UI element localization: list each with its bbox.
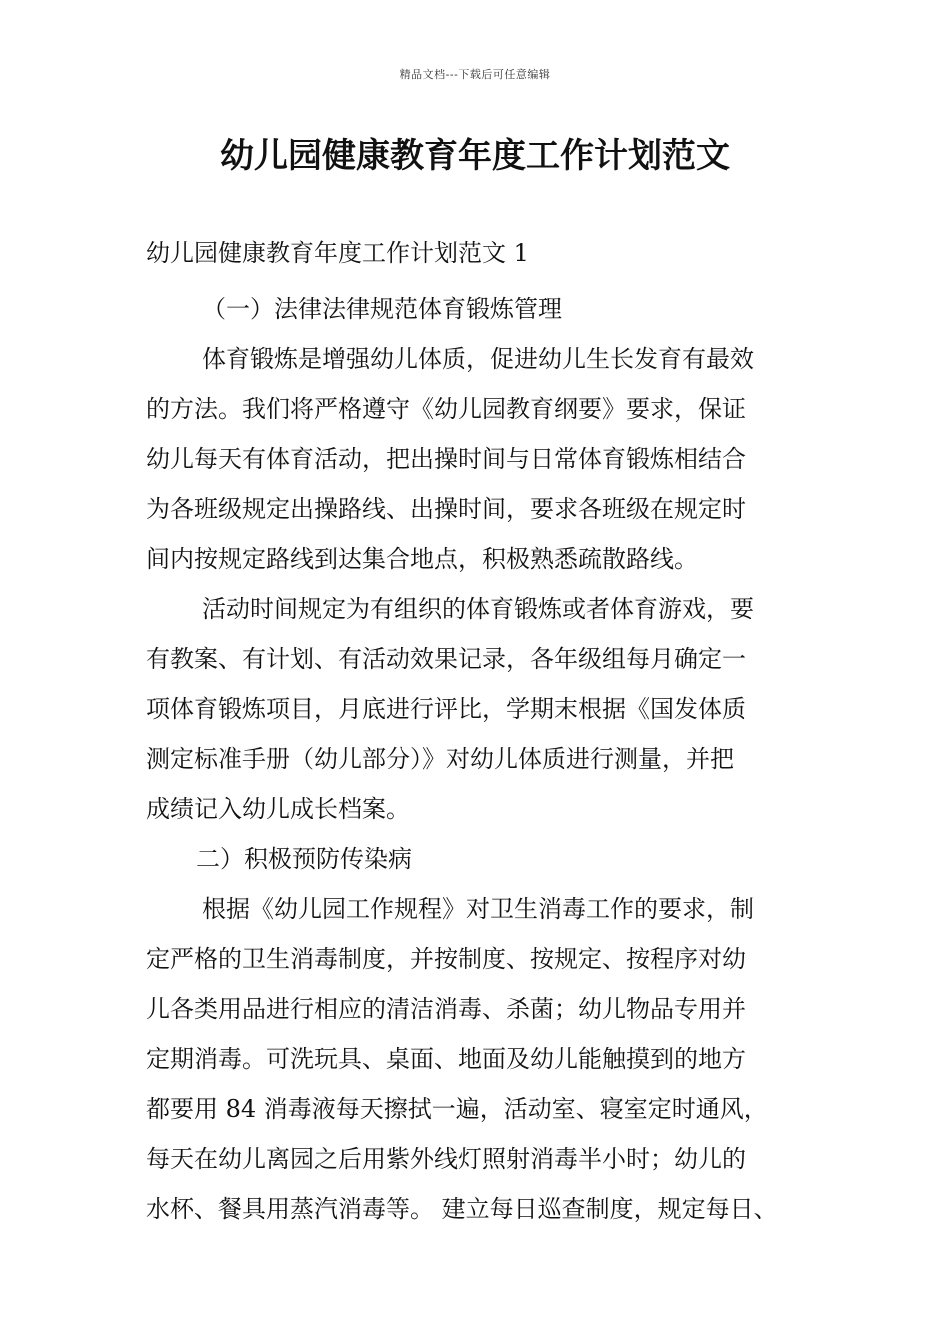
paragraph-3 [146,884,814,1234]
paragraph-line: 都要用 84 消毒液每天擦拭一遍，活动室、寝室定时通风， [146,1095,768,1123]
paragraph-line: 水杯、餐具用蒸汽消毒等。 建立每日巡查制度，规定每日、 [146,1195,778,1223]
section-heading-2: 二）积极预防传染病 [196,845,412,873]
paragraph-line: 测定标准手册（幼儿部分）》对幼儿体质进行测量，并把 [146,745,734,773]
paragraph-line: 为各班级规定出操路线、出操时间，要求各班级在规定时 [146,495,746,523]
document-subtitle: 幼儿园健康教育年度工作计划范文 1 [146,239,529,267]
paragraph-line: 根据《幼儿园工作规程》对卫生消毒工作的要求，制 [202,895,754,923]
document-body [146,228,814,1234]
paragraph-line: 活动时间规定为有组织的体育锻炼或者体育游戏，要 [202,595,754,623]
paragraph-line: 的方法。我们将严格遵守《幼儿园教育纲要》要求，保证 [146,395,746,423]
document-title: 幼儿园健康教育年度工作计划范文 [220,136,730,176]
paragraph-line: 项体育锻炼项目，月底进行评比，学期末根据《国发体质 [146,695,746,723]
paragraph-line: 每天在幼儿离园之后用紫外线灯照射消毒半小时；幼儿的 [146,1145,746,1173]
paragraph-line: 定期消毒。可洗玩具、桌面、地面及幼儿能触摸到的地方 [146,1045,746,1073]
paragraph-line: 幼儿每天有体育活动，把出操时间与日常体育锻炼相结合 [146,445,746,473]
paragraph-1 [146,334,814,584]
paragraph-line: 有教案、有计划、有活动效果记录，各年级组每月确定一 [146,645,746,673]
header-note: 精品文档---下载后可任意编辑 [399,68,551,81]
paragraph-line: 间内按规定路线到达集合地点，积极熟悉疏散路线。 [146,545,698,573]
paragraph-line: 儿各类用品进行相应的清洁消毒、杀菌；幼儿物品专用并 [146,995,746,1023]
paragraph-line: 体育锻炼是增强幼儿体质，促进幼儿生长发育有最效 [202,345,754,373]
paragraph-line: 成绩记入幼儿成长档案。 [146,795,410,823]
paragraph-line: 定严格的卫生消毒制度，并按制度、按规定、按程序对幼 [146,945,746,973]
section-heading-1: （一）法律法律规范体育锻炼管理 [202,295,562,323]
paragraph-2 [146,584,814,834]
